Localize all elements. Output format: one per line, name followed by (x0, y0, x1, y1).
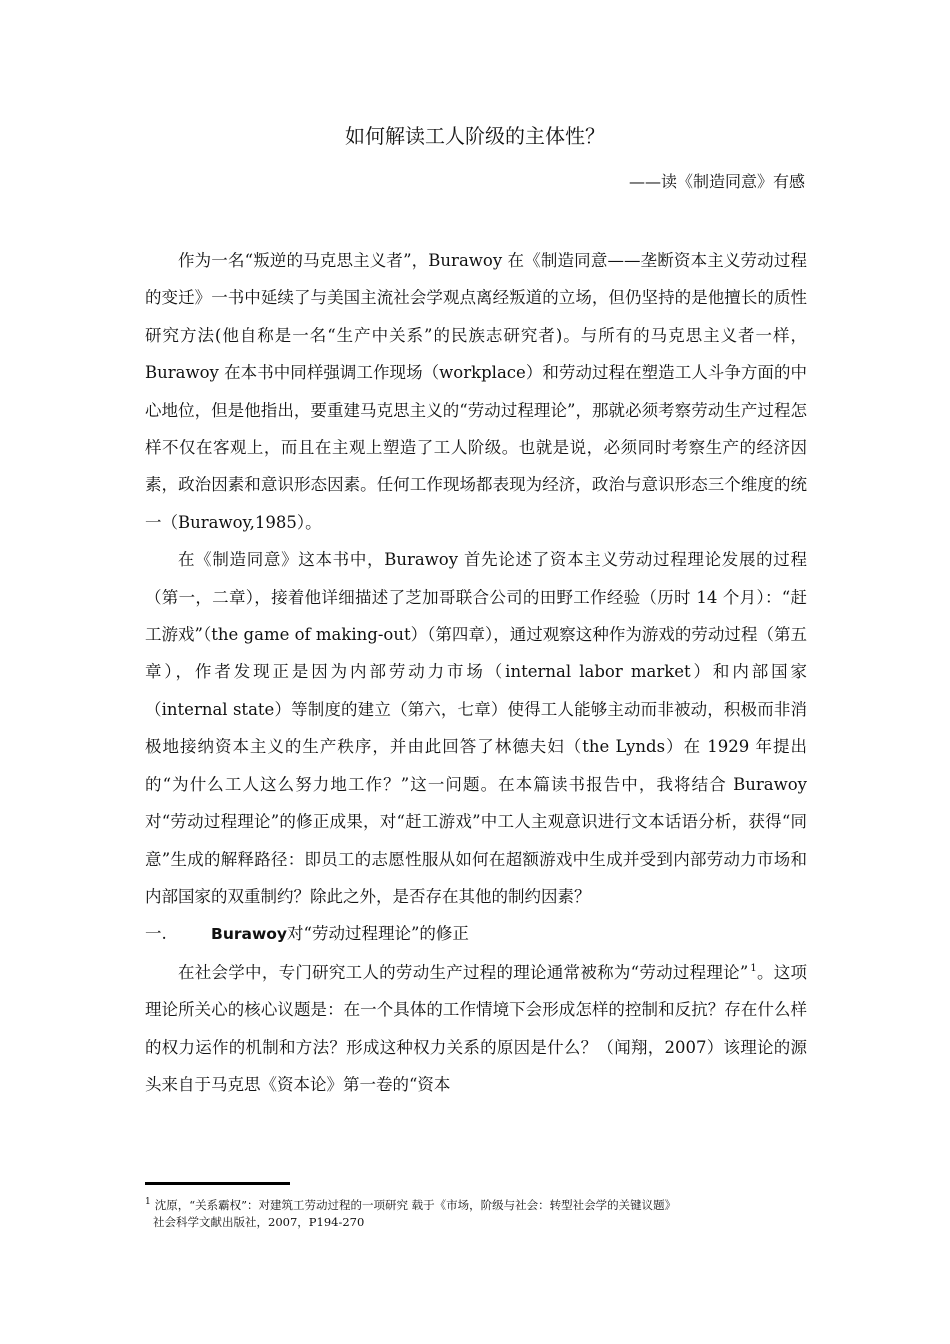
footnote-text-1: 沈原，“关系霸权”：对建筑工劳动过程的一项研究 载于《市场，阶级与社会：转型社会学的关键议题》 (154, 1197, 677, 1212)
body-text (145, 242, 807, 1103)
document-subtitle: ——读《制造同意》有感 (628, 172, 805, 191)
paragraph-section-one (145, 954, 807, 1104)
section-name-bold: Burawoy (211, 925, 288, 944)
footnote-reference[interactable]: 1 (750, 963, 757, 975)
paragraph-text-start: 在社会学中，专门研究工人的劳动生产过程的理论通常被称为“劳动过程理论” (178, 962, 749, 982)
footnote-separator (145, 1182, 290, 1185)
footnote-line-1 (145, 1194, 825, 1214)
paragraph-text-end: 。这项理论所关心的核心议题是：在一个具体的工作情境下会形成怎样的控制和反抗？存在什么样的权力运作的机制和方法？形成这种权力关系的原因是什么？（闻翔，2007）该理论的源头来自于马克思《资本论》第一卷的“资本 (145, 962, 808, 1094)
footnote-line-2: 社会科学文献出版社，2007，P194-270 (153, 1214, 365, 1229)
paragraph-summary: 在《制造同意》这本书中，Burawoy 首先论述了资本主义劳动过程理论发展的过程（第一，二章），接着他详细描述了芝加哥联合公司的田野工作经验（历时 14 个月）：“赶工游戏”（the game of making-out）（第四章），通过观察这种作为游戏的劳动过程（第五章），作者发现正是因为内部劳动力市场（internal labor market）和内部国家（internal state）等制度的建立（第六，七章）使得工人能够主动而非被动，积极而非消极地接纳资本主义的生产秩序，并由此回答了林德夫妇（the Lynds）在 1929 年提出的“为什么工人这么努力地工作？”这一问题。在本篇读书报告中，我将结合 Burawoy 对“劳动过程理论”的修正成果，对“赶工游戏”中工人主观意识进行文本话语分析，获得“同意”生成的解释路径：即员工的志愿性服从如何在超额游戏中生成并受到内部劳动力市场和内部国家的双重制约？除此之外，是否存在其他的制约因素？ (145, 550, 807, 906)
footnote (145, 1194, 825, 1231)
footnote-number: 1 (145, 1197, 151, 1207)
section-title-rest: 对“劳动过程理论”的修正 (287, 924, 469, 944)
section-heading (145, 915, 807, 953)
section-number: 一. (145, 924, 167, 944)
paragraph-intro: 作为一名“叛逆的马克思主义者”，Burawoy 在《制造同意——垄断资本主义劳动过程的变迁》一书中延续了与美国主流社会学观点离经叛道的立场，但仍坚持的是他擅长的质性研究方法(他自称是一名“生产中关系”的民族志研究者)。与所有的马克思主义者一样，Burawoy 在本书中同样强调工作现场（workplace）和劳动过程在塑造工人斗争方面的中心地位，但是他指出，要重建马克思主义的“劳动过程理论”，那就必须考察劳动生产过程怎样不仅在客观上，而且在主观上塑造了工人阶级。也就是说，必须同时考察生产的经济因素，政治因素和意识形态因素。任何工作现场都表现为经济，政治与意识形态三个维度的统一（Burawoy,1985）。 (145, 251, 807, 532)
document-title: 如何解读工人阶级的主体性？ (345, 124, 605, 148)
